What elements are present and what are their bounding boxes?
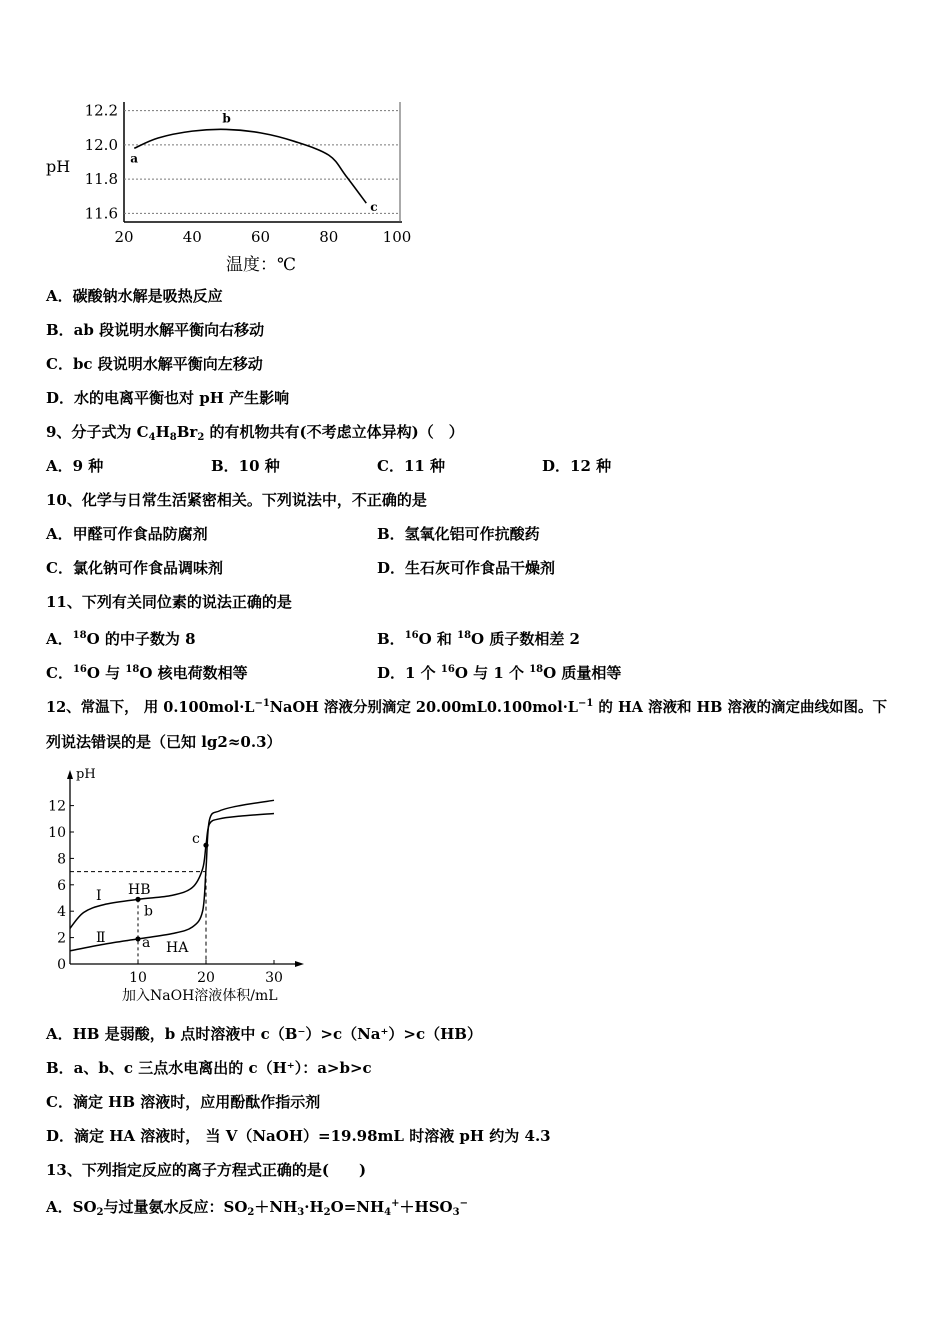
q12-option-b: B．a、b、c 三点水电离出的 c（H⁺）：a>b>c (46, 1059, 372, 1077)
y-tick-label: 8 (57, 851, 66, 868)
q8-option-b: B．ab 段说明水解平衡向右移动 (46, 321, 265, 339)
point-label-c: c (192, 831, 200, 848)
x-tick-label: 60 (250, 228, 271, 246)
q11-option-b: B．$^{16}$O 和 $^{18}$O 质子数相差 2 (377, 630, 580, 648)
y-tick-label: 2 (57, 930, 66, 947)
q12-stem-line1: 12、常温下， 用 $0.100mol\cdot L^{-1}NaOH$ 溶液分别滴定 $20.00mL0.100mol\cdot L^{-1}$ 的 HA 溶液和 HB 溶液的滴定曲线如图。下 (46, 698, 887, 716)
point-label-c: c (370, 200, 378, 215)
x-axis-label: 温度：℃ (226, 255, 297, 275)
point-label-b: b (144, 903, 153, 920)
y-axis-arrow-icon (67, 770, 73, 779)
q12-option-a: A．HB 是弱酸，b 点时溶液中 c（B⁻）>c（Na⁺）>c（HB） (46, 1025, 482, 1043)
hb-curve (70, 814, 274, 929)
q9-option-b: B．10 种 (211, 457, 280, 475)
q10-option-b: B．氢氧化铝可作抗酸药 (377, 525, 540, 543)
ph-curve (134, 129, 366, 203)
q8-option-c: C．bc 段说明水解平衡向左移动 (46, 355, 263, 373)
q10-option-c: C．氯化钠可作食品调味剂 (46, 559, 223, 577)
x-tick-label: 20 (114, 228, 134, 246)
y-tick-label: 12.0 (84, 135, 118, 154)
y-tick-label: 4 (57, 904, 66, 921)
q8-option-a: A．碳酸钠水解是吸热反应 (46, 287, 223, 305)
titration-chart (40, 762, 320, 1012)
x-axis-arrow-icon (295, 961, 304, 967)
point-marker-c (203, 843, 208, 848)
q11-option-c: C．$^{16}$O 与 $^{18}$O 核电荷数相等 (46, 664, 248, 682)
q9-option-d: D．12 种 (542, 457, 612, 475)
x-tick-label: 30 (265, 970, 283, 986)
x-axis-label: 加入NaOH溶液体积/mL (122, 988, 278, 1004)
q10-option-d: D．生石灰可作食品干燥剂 (377, 559, 556, 577)
q13-stem: 13、下列指定反应的离子方程式正确的是( ) (46, 1161, 367, 1179)
series-roman-i: I (96, 888, 102, 904)
series-roman-ii: Ⅱ (96, 930, 106, 946)
q9-stem: 9、分子式为 $C_4H_8Br_2$ 的有机物共有(不考虑立体异构)（ ） (46, 423, 464, 443)
q12-option-c: C．滴定 HB 溶液时，应用酚酞作指示剂 (46, 1093, 321, 1111)
point-marker-a (135, 936, 140, 941)
q9-option-a: A．9 种 (46, 457, 104, 475)
x-tick-label: 100 (382, 228, 412, 246)
q11-stem: 11、下列有关同位素的说法正确的是 (46, 593, 292, 611)
y-tick-label: 11.6 (84, 204, 118, 223)
q9-option-c: C．11 种 (377, 457, 446, 475)
y-axis-label: pH (46, 157, 71, 176)
x-tick-label: 20 (197, 970, 215, 986)
q11-option-d: D．1 个 $^{16}$O 与 1 个 $^{18}$O 质量相等 (377, 664, 622, 682)
y-tick-label: 11.8 (84, 170, 118, 189)
x-tick-label: 40 (182, 228, 202, 246)
q12-option-d: D．滴定 HA 溶液时， 当 V（NaOH）=19.98mL 时溶液 pH 约为 4.3 (46, 1127, 551, 1145)
point-label-a: a (142, 934, 151, 951)
x-tick-label: 10 (129, 970, 147, 986)
q12-stem-line2: 列说法错误的是（已知 lg2≈0.3） (46, 733, 282, 751)
q10-option-a: A．甲醛可作食品防腐剂 (46, 525, 208, 543)
y-tick-label: 6 (57, 877, 66, 894)
y-tick-label: 0 (57, 957, 66, 973)
ha-curve (70, 800, 274, 950)
series-label-hb: HB (128, 882, 151, 898)
x-tick-label: 80 (319, 228, 339, 246)
ph-temperature-chart (40, 90, 440, 280)
series-label-ha: HA (166, 940, 189, 956)
y-axis-label: pH (76, 767, 96, 782)
point-label-b: b (222, 111, 231, 126)
q13-option-a: A．$SO_2$与过量氨水反应：$SO_2+NH_3\cdot H_2O=NH_4^++HSO_3^-$ (46, 1198, 468, 1218)
q10-stem: 10、化学与日常生活紧密相关。下列说法中，不正确的是 (46, 491, 427, 509)
y-tick-label: 12.2 (84, 101, 118, 120)
q11-option-a: A．$^{18}$O 的中子数为 8 (46, 630, 196, 648)
y-tick-label: 10 (48, 825, 66, 841)
point-label-a: a (130, 151, 139, 166)
y-tick-label: 12 (48, 798, 66, 815)
q8-option-d: D．水的电离平衡也对 pH 产生影响 (46, 389, 290, 407)
